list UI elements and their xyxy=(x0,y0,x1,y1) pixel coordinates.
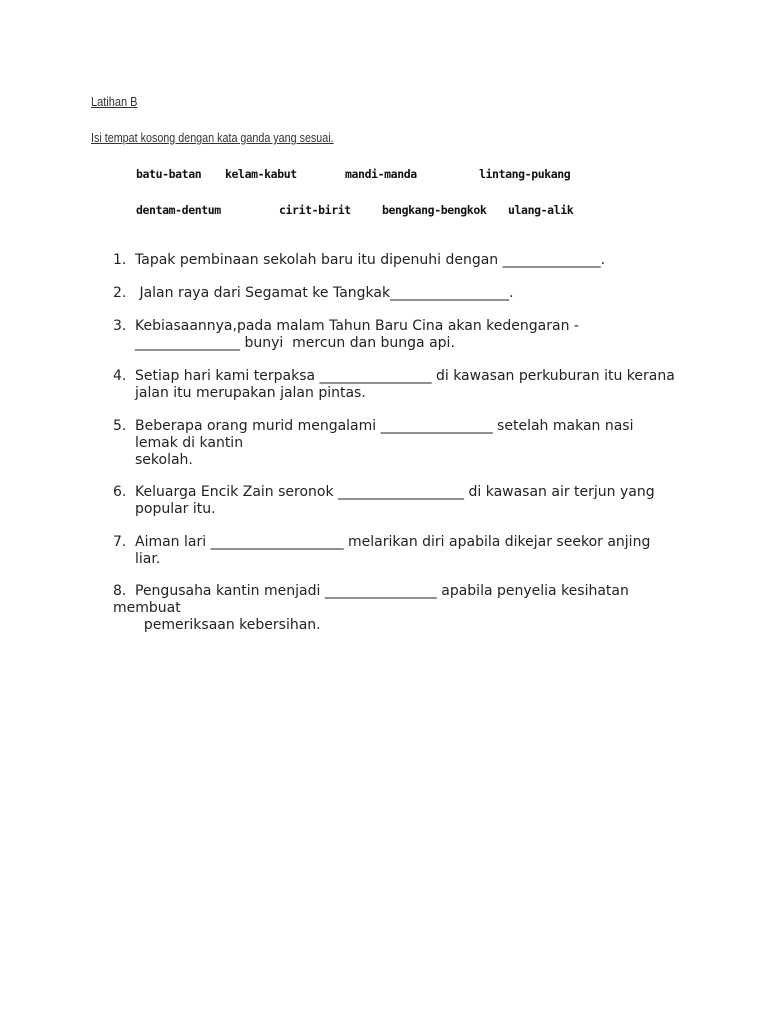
word-bank-item: batu-batan xyxy=(136,167,202,181)
word-bank-item: bengkang-bengkok xyxy=(382,203,487,217)
question-line: sekolah. xyxy=(135,452,193,468)
instruction-text: Isi tempat kosong dengan kata ganda yang sesuai. xyxy=(91,131,334,145)
question-item xyxy=(113,418,634,469)
word-bank-item: lintang-pukang xyxy=(479,167,571,181)
question-item xyxy=(113,285,514,302)
question-line: Keluarga Encik Zain seronok __________________ di kawasan air terjun yang xyxy=(135,484,655,500)
question-line: Aiman lari ___________________ melarikan diri apabila dikejar seekor anjing xyxy=(135,534,651,550)
question-item xyxy=(113,368,675,402)
question-line: Jalan raya dari Segamat ke Tangkak_________________. xyxy=(135,285,514,301)
question-number: 3. xyxy=(113,318,127,334)
question-item xyxy=(113,583,629,634)
question-item xyxy=(113,318,579,352)
question-line: _______________ bunyi mercun dan bunga api. xyxy=(135,335,455,351)
word-bank-item: kelam-kabut xyxy=(225,167,297,181)
word-bank-item: ulang-alik xyxy=(508,203,574,217)
question-line: Pengusaha kantin menjadi ________________ apabila penyelia kesihatan xyxy=(135,583,629,599)
question-line: Tapak pembinaan sekolah baru itu dipenuhi dengan ______________. xyxy=(135,252,606,268)
question-number: 2. xyxy=(113,285,127,301)
question-number: 7. xyxy=(113,534,127,550)
question-line: membuat xyxy=(113,600,181,616)
question-number: 5. xyxy=(113,418,127,434)
question-line: Kebiasaannya,pada malam Tahun Baru Cina akan kedengaran - xyxy=(135,318,579,334)
question-line: pemeriksaan kebersihan. xyxy=(135,617,321,633)
question-number: 4. xyxy=(113,368,127,384)
question-number: 6. xyxy=(113,484,127,500)
question-line: popular itu. xyxy=(135,501,216,517)
question-number: 8. xyxy=(113,583,127,599)
question-line: liar. xyxy=(135,551,161,567)
word-bank-item: mandi-manda xyxy=(345,167,417,181)
word-bank-item: cirit-birit xyxy=(279,203,351,217)
word-bank-row-2 xyxy=(0,203,768,219)
exercise-heading: Latihan B xyxy=(91,95,138,109)
question-item xyxy=(113,534,651,568)
question-number: 1. xyxy=(113,252,127,268)
word-bank-item: dentam-dentum xyxy=(136,203,221,217)
word-bank-row-1 xyxy=(0,167,768,183)
question-line: lemak di kantin xyxy=(135,435,244,451)
question-item xyxy=(113,484,655,518)
question-line: Beberapa orang murid mengalami ________________ setelah makan nasi xyxy=(135,418,634,434)
question-line: jalan itu merupakan jalan pintas. xyxy=(135,385,366,401)
question-line: Setiap hari kami terpaksa ________________ di kawasan perkuburan itu kerana xyxy=(135,368,675,384)
question-item xyxy=(113,252,606,269)
